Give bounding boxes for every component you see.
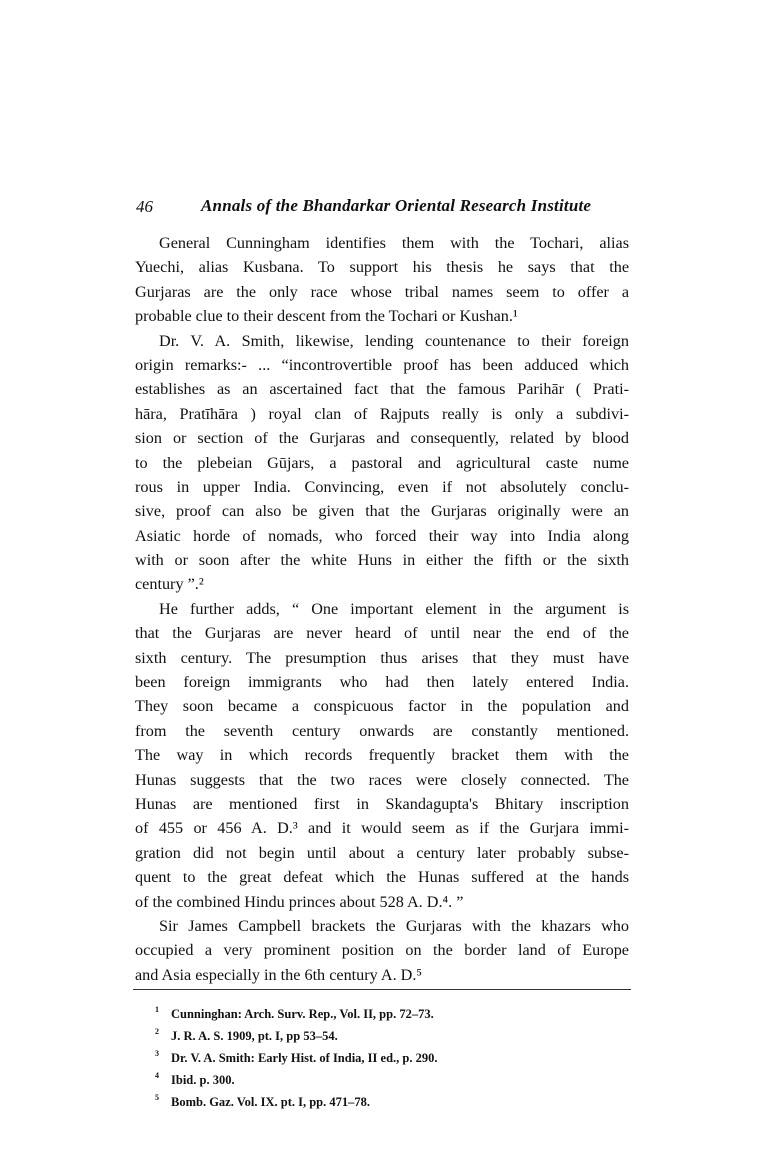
text-line: from the seventh century onwards are constantly mentioned. bbox=[135, 721, 629, 740]
text-line: origin remarks:- ... “incontrovertible proof has been adduced which bbox=[135, 355, 629, 374]
text-line: sixth century. The presumption thus arises that they must have bbox=[135, 648, 629, 667]
text-line: Asiatic horde of nomads, who forced their way into India along bbox=[135, 526, 629, 545]
text-line: Dr. V. A. Smith, likewise, lending countenance to their foreign bbox=[159, 331, 629, 350]
paragraph bbox=[135, 914, 629, 987]
text-line: gration did not begin until about a century later probably subse- bbox=[135, 843, 629, 862]
footnote bbox=[155, 1003, 438, 1025]
text-line: Hunas are mentioned first in Skandagupta's Bhitary inscription bbox=[135, 794, 629, 813]
footnote bbox=[155, 1069, 438, 1091]
text-line: Gurjaras are the only race whose tribal names seem to offer a bbox=[135, 282, 629, 301]
text-line: They soon became a conspicuous factor in the population and bbox=[135, 697, 629, 716]
page-number: 46 bbox=[136, 197, 153, 216]
paragraph bbox=[135, 597, 629, 914]
footnote-text: Ibid. p. 300. bbox=[171, 1073, 235, 1087]
text-line: establishes as an ascertained fact that the famous Parihār ( Prati- bbox=[135, 380, 629, 399]
footnote-mark: 1 bbox=[155, 1005, 159, 1014]
body-text bbox=[135, 231, 629, 987]
footnote-mark: 4 bbox=[155, 1071, 159, 1080]
text-line: probable clue to their descent from the Tochari or Kushan.¹ bbox=[135, 307, 518, 326]
text-line: of the combined Hindu princes about 528 A. D.⁴. ” bbox=[135, 892, 464, 911]
text-line: occupied a very prominent position on the border land of Europe bbox=[135, 941, 629, 960]
footnote-mark: 2 bbox=[155, 1027, 159, 1036]
text-line: Sir James Campbell brackets the Gurjaras with the khazars who bbox=[159, 916, 629, 935]
text-line: rous in upper India. Convincing, even if not absolutely conclu- bbox=[135, 477, 629, 496]
footnote-mark: 3 bbox=[155, 1049, 159, 1058]
footnote bbox=[155, 1047, 438, 1069]
footnote-text: J. R. A. S. 1909, pt. I, pp 53–54. bbox=[171, 1029, 338, 1043]
text-line: century ”.² bbox=[135, 575, 204, 594]
paragraph bbox=[135, 329, 629, 597]
footnote bbox=[155, 1091, 438, 1113]
footnote-divider bbox=[133, 989, 631, 990]
text-line: Yuechi, alias Kusbana. To support his thesis he says that the bbox=[135, 258, 629, 277]
text-line: sive, proof can also be given that the Gurjaras originally were an bbox=[135, 502, 629, 521]
text-line: of 455 or 456 A. D.³ and it would seem as if the Gurjara immi- bbox=[135, 819, 629, 838]
text-line: been foreign immigrants who had then lately entered India. bbox=[135, 673, 629, 692]
text-line: quent to the great defeat which the Hunas suffered at the hands bbox=[135, 868, 629, 887]
footnote-text: Dr. V. A. Smith: Early Hist. of India, II ed., p. 290. bbox=[171, 1051, 438, 1065]
paragraph bbox=[135, 231, 629, 329]
text-line: that the Gurjaras are never heard of until near the end of the bbox=[135, 624, 629, 643]
footnote-text: Bomb. Gaz. Vol. IX. pt. I, pp. 471–78. bbox=[171, 1095, 370, 1109]
footnotes bbox=[155, 1003, 438, 1113]
text-line: to the plebeian Gūjars, a pastoral and agricultural caste nume bbox=[135, 453, 629, 472]
text-line: with or soon after the white Huns in either the fifth or the sixth bbox=[135, 551, 629, 570]
text-line: He further adds, “ One important element in the argument is bbox=[159, 599, 629, 618]
journal-title: Annals of the Bhandarkar Oriental Research Institute bbox=[201, 196, 592, 215]
text-line: Hunas suggests that the two races were closely connected. The bbox=[135, 770, 629, 789]
text-line: The way in which records frequently bracket them with the bbox=[135, 746, 629, 765]
footnote-text: Cunninghan: Arch. Surv. Rep., Vol. II, pp. 72–73. bbox=[171, 1007, 434, 1021]
text-line: sion or section of the Gurjaras and consequently, related by blood bbox=[135, 429, 629, 448]
text-line: hāra, Pratīhāra ) royal clan of Rajputs really is only a subdivi- bbox=[135, 404, 629, 423]
footnote bbox=[155, 1025, 438, 1047]
text-line: and Asia especially in the 6th century A. D.⁵ bbox=[135, 965, 423, 984]
footnote-mark: 5 bbox=[155, 1093, 159, 1102]
text-line: General Cunningham identifies them with the Tochari, alias bbox=[159, 234, 629, 252]
